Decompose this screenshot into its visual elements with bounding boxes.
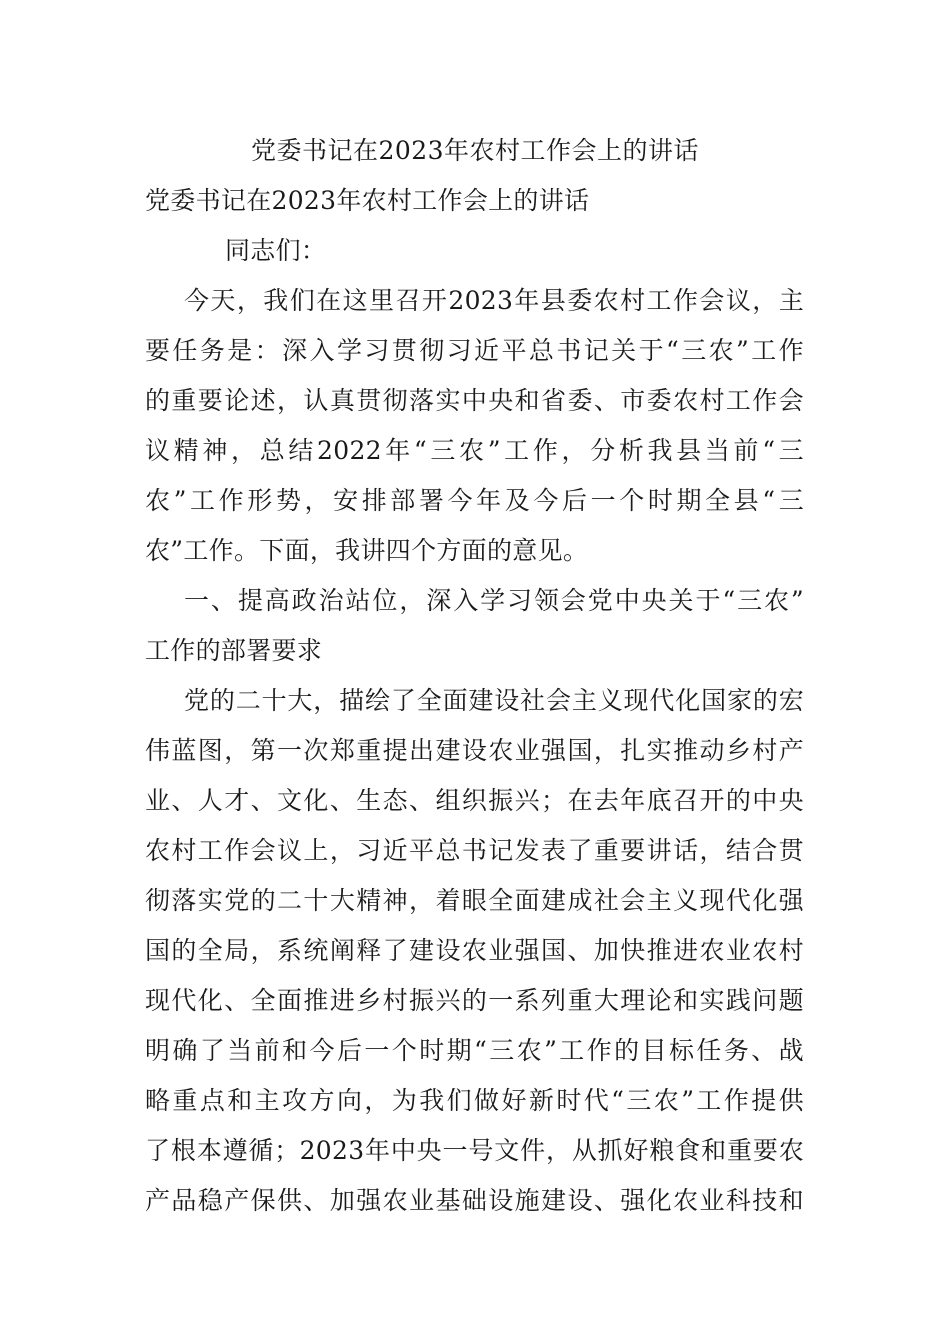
document-subtitle: 党委书记在2023年农村工作会上的讲话: [145, 186, 590, 215]
section-heading-line: 工作的部署要求: [145, 636, 323, 665]
paragraph-line: 今天，我们在这里召开2023年县委农村工作会议，主: [184, 286, 804, 315]
paragraph-line: 业、人才、文化、生态、组织振兴；在去年底召开的中央: [145, 786, 804, 815]
paragraph-line: 议精神，总结2022年“三农”工作，分析我县当前“三: [145, 436, 804, 465]
paragraph-line: 产品稳产保供、加强农业基础设施建设、强化农业科技和: [145, 1186, 804, 1215]
paragraph-line: 伟蓝图，第一次郑重提出建设农业强国，扎实推动乡村产: [145, 736, 804, 765]
paragraph-line: 彻落实党的二十大精神，着眼全面建成社会主义现代化强: [145, 886, 804, 915]
section-heading-line: 一、提高政治站位，深入学习领会党中央关于“三农”: [184, 586, 804, 615]
salutation: 同志们：: [225, 236, 327, 265]
paragraph-line: 农村工作会议上，习近平总书记发表了重要讲话，结合贯: [145, 836, 804, 865]
paragraph-line: 农”工作形势，安排部署今年及今后一个时期全县“三: [145, 486, 804, 515]
paragraph-line: 略重点和主攻方向，为我们做好新时代“三农”工作提供: [145, 1086, 804, 1115]
document-title: 党委书记在2023年农村工作会上的讲话: [250, 136, 700, 165]
paragraph-line: 国的全局，系统阐释了建设农业强国、加快推进农业农村: [145, 936, 804, 965]
paragraph-line: 的重要论述，认真贯彻落实中央和省委、市委农村工作会: [145, 386, 804, 415]
paragraph-line: 明确了当前和今后一个时期“三农”工作的目标任务、战: [145, 1036, 804, 1065]
paragraph-line: 现代化、全面推进乡村振兴的一系列重大理论和实践问题: [145, 986, 804, 1015]
paragraph-line: 了根本遵循；2023年中央一号文件，从抓好粮食和重要农: [145, 1136, 804, 1165]
paragraph-line: 农”工作。下面，我讲四个方面的意见。: [145, 536, 589, 565]
paragraph-line: 要任务是：深入学习贯彻习近平总书记关于“三农”工作: [145, 336, 804, 365]
paragraph-line: 党的二十大，描绘了全面建设社会主义现代化国家的宏: [184, 686, 804, 715]
